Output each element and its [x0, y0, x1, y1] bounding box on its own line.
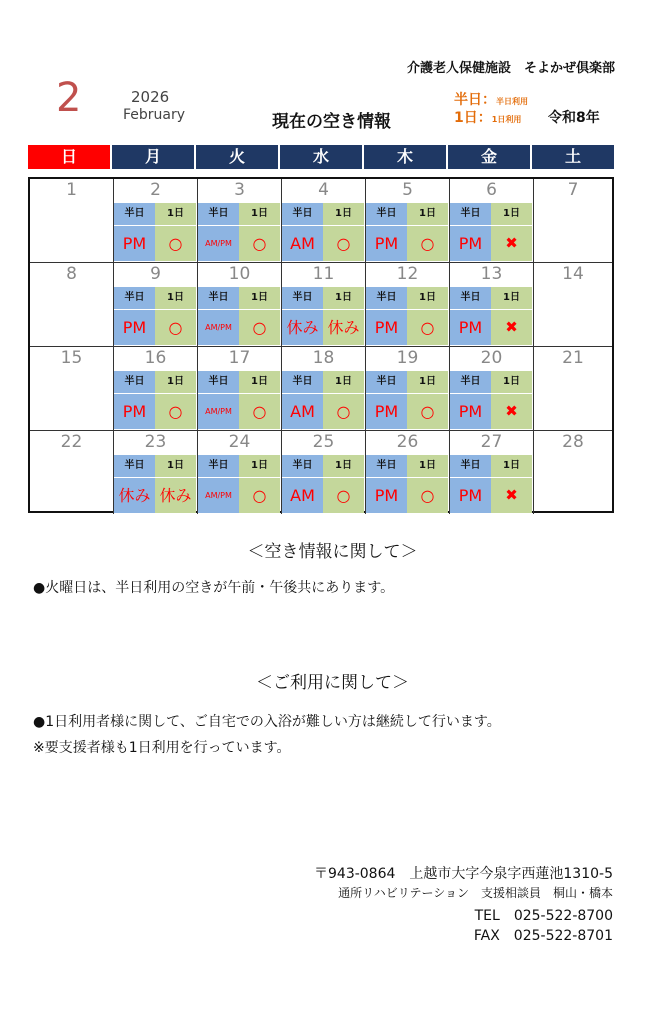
half-day-label: 半日	[366, 287, 407, 309]
half-day-label: 半日	[282, 371, 323, 393]
day-number: 18	[312, 348, 335, 368]
half-day-status: AM/PM	[198, 478, 239, 513]
half-day-label: 半日	[366, 455, 407, 477]
legend-full-desc: 1日利用	[491, 115, 522, 124]
half-day-status: PM	[114, 226, 155, 261]
weekday-header	[28, 145, 614, 169]
half-day-status: AM	[282, 226, 323, 261]
half-day-status: PM	[366, 310, 407, 345]
legend-half-desc: 半日利用	[496, 97, 528, 106]
calendar-week	[30, 263, 612, 347]
half-day-status: 休み	[282, 310, 323, 345]
day-number: 20	[480, 348, 503, 368]
half-day-label: 半日	[366, 371, 407, 393]
usage-note-bathing: ●1日利用者様に関して、ご自宅での入浴が難しい方は継続して行います。	[33, 714, 501, 730]
day-number: 15	[60, 348, 83, 368]
calendar-day	[282, 347, 366, 430]
half-day-status: 休み	[114, 478, 155, 513]
half-day-label: 半日	[198, 371, 239, 393]
facility-name: 介護老人保健施設 そよかぜ倶楽部	[406, 61, 615, 76]
era-year: 令和8年	[548, 110, 600, 126]
half-day-label: 半日	[450, 203, 491, 225]
calendar-day	[282, 431, 366, 514]
calendar-day	[366, 431, 450, 514]
calendar-day-saturday	[534, 179, 612, 262]
day-number: 2	[150, 180, 161, 200]
full-day-label: 1日	[155, 287, 196, 309]
full-day-status: 休み	[323, 310, 364, 345]
month-name: February	[123, 107, 186, 123]
day-number: 21	[562, 348, 584, 368]
usage-note-support: ※要支援者様も1日利用を行っています。	[33, 740, 291, 756]
day-number: 27	[480, 432, 503, 452]
day-number: 25	[312, 432, 335, 452]
legend-full-key: 1日：	[454, 110, 492, 126]
weekday-wed: 水	[280, 145, 362, 169]
calendar-day	[450, 263, 534, 346]
page-title: 現在の空き情報	[272, 112, 391, 132]
legend-half-day	[454, 89, 528, 109]
full-day-status: ○	[323, 226, 364, 261]
full-day-status: ✖	[491, 310, 532, 345]
calendar-day	[282, 263, 366, 346]
full-day-status: ○	[407, 478, 448, 513]
day-number: 7	[567, 180, 579, 200]
half-day-status: PM	[114, 310, 155, 345]
day-number: 8	[66, 264, 77, 284]
full-day-label: 1日	[155, 371, 196, 393]
weekday-mon: 月	[112, 145, 194, 169]
half-day-status: AM	[282, 478, 323, 513]
half-day-status: AM/PM	[198, 310, 239, 345]
half-day-label: 半日	[282, 455, 323, 477]
footer-tel: TEL 025-522-8700	[474, 908, 613, 924]
half-day-label: 半日	[114, 455, 155, 477]
half-day-status: PM	[366, 478, 407, 513]
half-day-label: 半日	[198, 455, 239, 477]
calendar-day-sunday	[30, 347, 114, 430]
day-number: 5	[402, 180, 413, 200]
day-number: 10	[228, 264, 251, 284]
full-day-label: 1日	[239, 455, 280, 477]
full-day-status: ○	[155, 310, 196, 345]
calendar-day	[114, 263, 198, 346]
usage-section-title: ＜ご利用に関して＞	[256, 673, 409, 693]
full-day-status: ○	[239, 310, 280, 345]
footer-staff: 通所リハビリテーション 支援相談員 桐山・橋本	[338, 886, 613, 900]
full-day-status: ○	[323, 478, 364, 513]
year: 2026	[131, 88, 170, 106]
full-day-status: ○	[155, 226, 196, 261]
full-day-status: ○	[239, 226, 280, 261]
calendar-week	[30, 179, 612, 263]
full-day-label: 1日	[491, 203, 532, 225]
calendar-day	[114, 179, 198, 262]
calendar-day	[366, 347, 450, 430]
half-day-status: AM/PM	[198, 226, 239, 261]
calendar-day	[114, 347, 198, 430]
full-day-label: 1日	[155, 455, 196, 477]
day-number: 16	[144, 348, 167, 368]
half-day-label: 半日	[450, 371, 491, 393]
full-day-status: 休み	[155, 478, 196, 513]
half-day-label: 半日	[282, 287, 323, 309]
full-day-status: ○	[323, 394, 364, 429]
full-day-status: ✖	[491, 394, 532, 429]
month-number: 2	[56, 75, 82, 121]
half-day-status: PM	[366, 226, 407, 261]
full-day-label: 1日	[155, 203, 196, 225]
full-day-status: ○	[407, 226, 448, 261]
half-day-label: 半日	[450, 455, 491, 477]
calendar-day	[282, 179, 366, 262]
weekday-tue: 火	[196, 145, 278, 169]
day-number: 1	[66, 180, 77, 200]
calendar-day	[450, 179, 534, 262]
full-day-label: 1日	[407, 455, 448, 477]
half-day-status: PM	[450, 310, 491, 345]
calendar-day	[114, 431, 198, 514]
calendar-day	[198, 431, 282, 514]
day-number: 19	[396, 348, 419, 368]
day-number: 26	[396, 432, 419, 452]
full-day-status: ○	[407, 394, 448, 429]
half-day-label: 半日	[114, 371, 155, 393]
full-day-label: 1日	[323, 203, 364, 225]
half-day-status: PM	[114, 394, 155, 429]
full-day-label: 1日	[323, 455, 364, 477]
full-day-label: 1日	[407, 203, 448, 225]
full-day-label: 1日	[491, 371, 532, 393]
full-day-label: 1日	[407, 287, 448, 309]
full-day-status: ○	[239, 478, 280, 513]
calendar-day	[198, 347, 282, 430]
full-day-label: 1日	[239, 203, 280, 225]
weekday-thu: 木	[364, 145, 446, 169]
footer-address: 〒943-0864 上越市大字今泉字西蓮池1310-5	[314, 866, 613, 882]
calendar-day	[450, 347, 534, 430]
day-number: 22	[60, 432, 83, 452]
day-number: 28	[562, 432, 584, 452]
calendar-grid	[28, 177, 614, 513]
full-day-status: ✖	[491, 226, 532, 261]
full-day-label: 1日	[323, 371, 364, 393]
calendar-day	[198, 179, 282, 262]
half-day-status: PM	[450, 226, 491, 261]
day-number: 9	[150, 264, 161, 284]
calendar-day	[198, 263, 282, 346]
full-day-status: ○	[239, 394, 280, 429]
half-day-label: 半日	[366, 203, 407, 225]
availability-note: ●火曜日は、半日利用の空きが午前・午後共にあります。	[33, 580, 395, 596]
day-number: 11	[312, 264, 335, 284]
half-day-status: PM	[450, 394, 491, 429]
day-number: 24	[228, 432, 251, 452]
half-day-status: PM	[450, 478, 491, 513]
legend-full-day	[454, 107, 521, 127]
availability-section-title: ＜空き情報に関して＞	[247, 542, 418, 562]
weekday-sun: 日	[28, 145, 110, 169]
half-day-status: AM/PM	[198, 394, 239, 429]
full-day-status: ○	[155, 394, 196, 429]
full-day-label: 1日	[323, 287, 364, 309]
calendar-week	[30, 347, 612, 431]
legend-half-key: 半日：	[454, 92, 496, 108]
full-day-label: 1日	[491, 287, 532, 309]
calendar-day-sunday	[30, 431, 114, 514]
day-number: 4	[318, 180, 329, 200]
weekday-sat: 土	[532, 145, 614, 169]
full-day-label: 1日	[239, 287, 280, 309]
full-day-label: 1日	[491, 455, 532, 477]
half-day-label: 半日	[198, 203, 239, 225]
half-day-label: 半日	[198, 287, 239, 309]
day-number: 6	[486, 180, 497, 200]
full-day-label: 1日	[239, 371, 280, 393]
half-day-status: PM	[366, 394, 407, 429]
calendar-day-saturday	[534, 347, 612, 430]
day-number: 23	[144, 432, 167, 452]
calendar-day-saturday	[534, 263, 612, 346]
day-number: 17	[228, 348, 251, 368]
calendar-day	[450, 431, 534, 514]
half-day-status: AM	[282, 394, 323, 429]
calendar-day-sunday	[30, 263, 114, 346]
full-day-status: ○	[407, 310, 448, 345]
full-day-label: 1日	[407, 371, 448, 393]
half-day-label: 半日	[450, 287, 491, 309]
day-number: 12	[396, 264, 419, 284]
calendar-day	[366, 179, 450, 262]
weekday-fri: 金	[448, 145, 530, 169]
day-number: 3	[234, 180, 245, 200]
full-day-status: ✖	[491, 478, 532, 513]
calendar-day	[366, 263, 450, 346]
half-day-label: 半日	[114, 203, 155, 225]
calendar-day-saturday	[534, 431, 612, 514]
half-day-label: 半日	[282, 203, 323, 225]
calendar-week	[30, 431, 612, 515]
day-number: 13	[480, 264, 503, 284]
day-number: 14	[562, 264, 584, 284]
footer-fax: FAX 025-522-8701	[473, 928, 613, 944]
calendar-day-sunday	[30, 179, 114, 262]
half-day-label: 半日	[114, 287, 155, 309]
